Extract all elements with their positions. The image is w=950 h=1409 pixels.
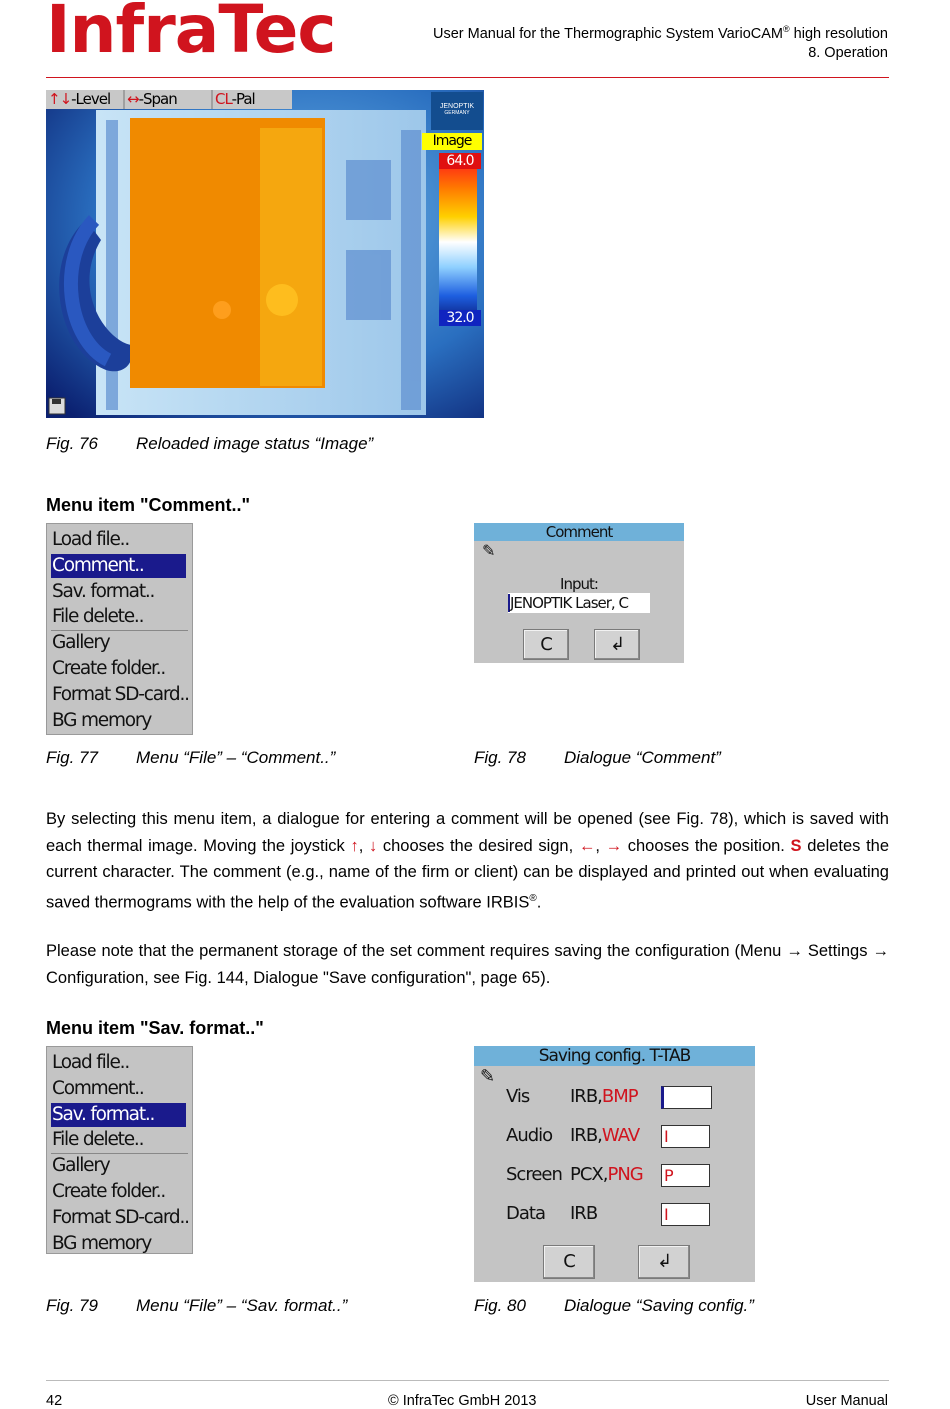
toolbar-pal: CL-Pal [215, 90, 255, 108]
header-rule [46, 77, 889, 78]
comment-dialog [474, 523, 684, 663]
fig77-caption: Fig. 77 Menu “File” – “Comment..” [46, 748, 336, 767]
menu-item[interactable]: Format SD-card.. [52, 683, 189, 705]
enter-button[interactable]: ↲ [638, 1245, 690, 1279]
format-field[interactable]: I [661, 1125, 710, 1148]
doc-name: User Manual [805, 1393, 888, 1409]
menu-item[interactable]: Format SD-card.. [52, 1206, 189, 1228]
format-field[interactable]: P [661, 1164, 710, 1187]
thermal-scene [46, 90, 484, 418]
paragraph-comment: By selecting this menu item, a dialogue for entering a comment will be opened (see Fig. 78), which is saved with each thermal image. Moving the joystick ↑, ↓ chooses the desired sign, ←, → chooses the position. S deletes the current character. The comment (e.g., name of the firm or client) can be displayed and printed out when evaluating saved thermograms with the help of the evaluation software IRBIS®. [46, 810, 890, 911]
file-menu-comment [46, 523, 193, 735]
fig79-caption: Fig. 79 Menu “File” – “Sav. format..” [46, 1296, 348, 1315]
menu-item[interactable]: Gallery [52, 632, 110, 654]
format-field[interactable]: I [661, 1203, 710, 1226]
format-options: IRB [570, 1203, 598, 1224]
menu-item[interactable]: Sav. format.. [52, 580, 155, 602]
heading-comment: Menu item "Comment.." [46, 495, 251, 515]
enter-button[interactable]: ↲ [594, 629, 640, 660]
mode-label: Image [432, 133, 472, 149]
menu-item[interactable]: Comment.. [51, 554, 186, 578]
toolbar-span: ↔-Span [127, 90, 177, 108]
file-menu-savformat [46, 1046, 193, 1254]
fig76-caption: Fig. 76 Reloaded image status “Image” [46, 434, 374, 453]
menu-item[interactable]: BG memory [52, 709, 152, 731]
heading-savformat: Menu item "Sav. format.." [46, 1018, 264, 1038]
copyright: © InfraTec GmbH 2013 [388, 1393, 537, 1409]
input-label: Input: [560, 575, 598, 593]
thermal-image [46, 90, 484, 418]
menu-item[interactable]: Sav. format.. [51, 1103, 186, 1127]
fig78-caption: Fig. 78 Dialogue “Comment” [474, 748, 721, 767]
temp-min: 32.0 [446, 310, 474, 326]
infratec-logo: InfraTec [46, 0, 336, 68]
paragraph-config-note: Please note that the permanent storage of the set comment requires saving the configuration (Menu → Settings → Configuration, see Fig. 144, Dialogue "Save configuration", page 65). [46, 942, 889, 987]
edit-note-icon: ✎ [480, 1066, 495, 1087]
format-options: PCX,PNG [570, 1164, 643, 1185]
jenoptik-brand: JENOPTIK GERMANY [439, 103, 475, 116]
dialog-title: Saving config. T-TAB [474, 1046, 755, 1066]
comment-input[interactable]: JENOPTIK Laser, C [508, 593, 650, 613]
fig80-caption: Fig. 80 Dialogue “Saving config.” [474, 1296, 754, 1315]
edit-note-icon: ✎ [482, 541, 495, 560]
format-row-label: Data [506, 1203, 545, 1224]
format-row-label: Audio [506, 1125, 553, 1146]
menu-item[interactable]: Comment.. [52, 1077, 144, 1099]
clear-button[interactable]: C [543, 1245, 595, 1279]
format-row-label: Screen [506, 1164, 562, 1185]
format-row-label: Vis [506, 1086, 530, 1107]
format-options: IRB,BMP [570, 1086, 638, 1107]
format-options: IRB,WAV [570, 1125, 640, 1146]
clear-button[interactable]: C [523, 629, 569, 660]
header-title: User Manual for the Thermographic System VarioCAM® high resolution [433, 24, 888, 42]
menu-item[interactable]: File delete.. [52, 1129, 144, 1151]
menu-item[interactable]: File delete.. [52, 606, 144, 628]
format-field[interactable] [661, 1086, 712, 1109]
menu-item[interactable]: Gallery [52, 1155, 110, 1177]
footer-rule [46, 1380, 889, 1381]
menu-item[interactable]: Load file.. [52, 529, 129, 550]
toolbar-level: ↑↓-Level [48, 90, 111, 108]
menu-item[interactable]: BG memory [52, 1232, 152, 1254]
saving-config-dialog [474, 1046, 755, 1282]
dialog-title: Comment [474, 523, 684, 541]
menu-item[interactable]: Create folder.. [52, 658, 166, 679]
page-number: 42 [46, 1393, 63, 1409]
menu-item[interactable]: Create folder.. [52, 1181, 166, 1202]
temp-max: 64.0 [446, 153, 474, 169]
header-section: 8. Operation [808, 45, 888, 61]
menu-item[interactable]: Load file.. [52, 1052, 129, 1073]
